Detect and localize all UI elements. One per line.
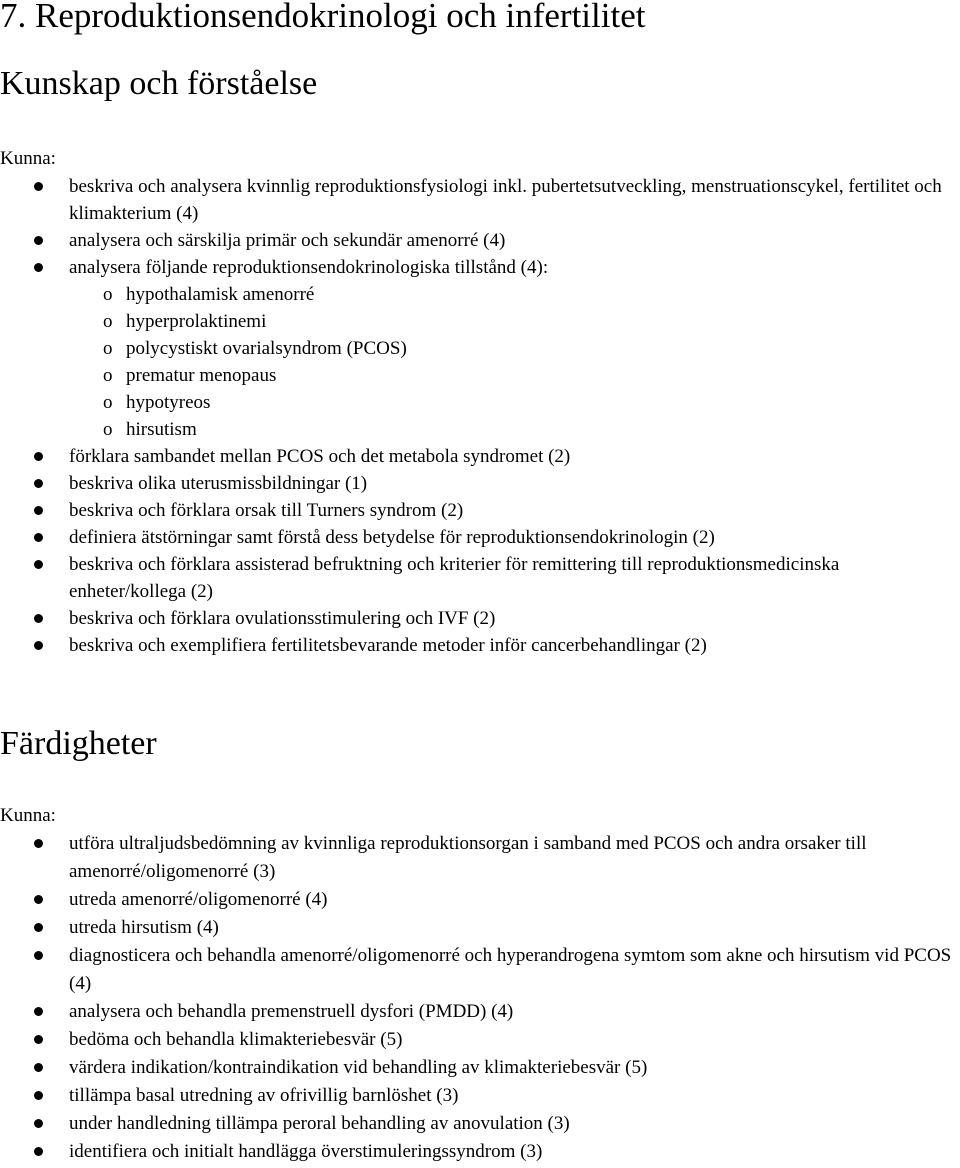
- list-item-text: beskriva och analysera kvinnlig reproduktionsfysiologi inkl. pubertetsutveckling, menstruationscykel, fertilitet och klimakterium (4): [69, 176, 942, 224]
- circle-bullet-icon: o: [103, 338, 113, 359]
- sublist-item-text: hyperprolaktinemi: [126, 311, 267, 332]
- list-item: [0, 254, 960, 443]
- list-item-text: bedöma och behandla klimakteriebesvär (5): [69, 1029, 403, 1050]
- bullet-icon: [34, 263, 43, 272]
- list-item-text: utreda amenorré/oligomenorré (4): [69, 889, 328, 910]
- skills-list: [0, 830, 960, 1166]
- bullet-icon: [34, 1091, 43, 1100]
- list-item: [0, 524, 960, 551]
- list-item-text: beskriva och förklara orsak till Turners syndrom (2): [69, 500, 464, 521]
- bullet-icon: [34, 560, 43, 569]
- list-item: [0, 632, 960, 659]
- list-item: [0, 551, 960, 605]
- kunna-label-skills: Kunna:: [0, 805, 56, 826]
- list-item-text: förklara sambandet mellan PCOS och det metabola syndromet (2): [69, 446, 571, 467]
- list-item: [0, 1082, 960, 1110]
- list-item: [0, 497, 960, 524]
- sublist-item-text: hirsutism: [126, 419, 197, 440]
- list-item-text: beskriva och förklara assisterad befruktning och kriterier för remittering till reproduktionsmedicinska enheter/kollega (2): [69, 554, 840, 602]
- bullet-icon: [34, 1035, 43, 1044]
- bullet-icon: [34, 614, 43, 623]
- list-item-text: diagnosticera och behandla amenorré/oligomenorré och hyperandrogena symtom som akne och hirsutism vid PCOS (4): [69, 945, 952, 994]
- list-item: [0, 1026, 960, 1054]
- sublist-item: [69, 308, 960, 335]
- list-item: [0, 942, 960, 998]
- bullet-icon: [34, 533, 43, 542]
- list-item: [0, 1110, 960, 1138]
- sublist-item: [69, 335, 960, 362]
- list-item-text: analysera och behandla premenstruell dysfori (PMDD) (4): [69, 1001, 514, 1022]
- list-item: [0, 470, 960, 497]
- sublist-item-text: hypothalamisk amenorré: [126, 284, 315, 305]
- bullet-icon: [34, 236, 43, 245]
- bullet-icon: [34, 1119, 43, 1128]
- list-item: [0, 998, 960, 1026]
- circle-bullet-icon: o: [103, 311, 113, 332]
- list-item-text: analysera följande reproduktionsendokrinologiska tillstånd (4):: [69, 257, 549, 278]
- list-item: [0, 605, 960, 632]
- chapter-title: 7. Reproduktionsendokrinologi och infertilitet: [0, 0, 646, 35]
- list-item-text: identifiera och initialt handlägga överstimuleringssyndrom (3): [69, 1141, 543, 1162]
- list-item-text: utreda hirsutism (4): [69, 917, 219, 938]
- list-item-text: värdera indikation/kontraindikation vid behandling av klimakteriebesvär (5): [69, 1057, 648, 1078]
- bullet-icon: [34, 182, 43, 191]
- list-item: [0, 830, 960, 886]
- list-item: [0, 914, 960, 942]
- list-item: [0, 1138, 960, 1166]
- list-item-text: tillämpa basal utredning av ofrivillig barnlöshet (3): [69, 1085, 459, 1106]
- list-item-text: beskriva olika uterusmissbildningar (1): [69, 473, 368, 494]
- circle-bullet-icon: o: [103, 284, 113, 305]
- list-item: [0, 173, 960, 227]
- sublist-item: [69, 389, 960, 416]
- list-item-text: definiera ätstörningar samt förstå dess betydelse för reproduktionsendokrinologin (2): [69, 527, 715, 548]
- sublist-item: [69, 416, 960, 443]
- kunna-label-knowledge: Kunna:: [0, 148, 56, 169]
- list-item-text: beskriva och exemplifiera fertilitetsbevarande metoder inför cancerbehandlingar (2): [69, 635, 707, 656]
- bullet-icon: [34, 895, 43, 904]
- bullet-icon: [34, 479, 43, 488]
- sublist-item-text: hypotyreos: [126, 392, 211, 413]
- list-item: [0, 443, 960, 470]
- bullet-icon: [34, 452, 43, 461]
- bullet-icon: [34, 1063, 43, 1072]
- knowledge-list: [0, 173, 960, 659]
- bullet-icon: [34, 839, 43, 848]
- list-item-text: utföra ultraljudsbedömning av kvinnliga reproduktionsorgan i samband med PCOS och andra orsaker till amenorré/oligomenorré (3): [69, 833, 867, 882]
- circle-bullet-icon: o: [103, 419, 113, 440]
- bullet-icon: [34, 506, 43, 515]
- sublist-item-text: prematur menopaus: [126, 365, 277, 386]
- bullet-icon: [34, 1147, 43, 1156]
- list-item: [0, 1054, 960, 1082]
- bullet-icon: [34, 641, 43, 650]
- list-item-text: under handledning tillämpa peroral behandling av anovulation (3): [69, 1113, 570, 1134]
- list-item-text: beskriva och förklara ovulationsstimulering och IVF (2): [69, 608, 496, 629]
- circle-bullet-icon: o: [103, 365, 113, 386]
- list-item: [0, 227, 960, 254]
- circle-bullet-icon: o: [103, 392, 113, 413]
- bullet-icon: [34, 923, 43, 932]
- sublist-item: [69, 362, 960, 389]
- sublist-item-text: polycystiskt ovarialsyndrom (PCOS): [126, 338, 407, 359]
- list-item: [0, 886, 960, 914]
- condition-sublist: [69, 281, 960, 443]
- bullet-icon: [34, 951, 43, 960]
- list-item-text: analysera och särskilja primär och sekundär amenorré (4): [69, 230, 506, 251]
- section-heading-knowledge: Kunskap och förståelse: [0, 65, 318, 102]
- bullet-icon: [34, 1007, 43, 1016]
- sublist-item: [69, 281, 960, 308]
- section-heading-skills: Färdigheter: [0, 725, 157, 762]
